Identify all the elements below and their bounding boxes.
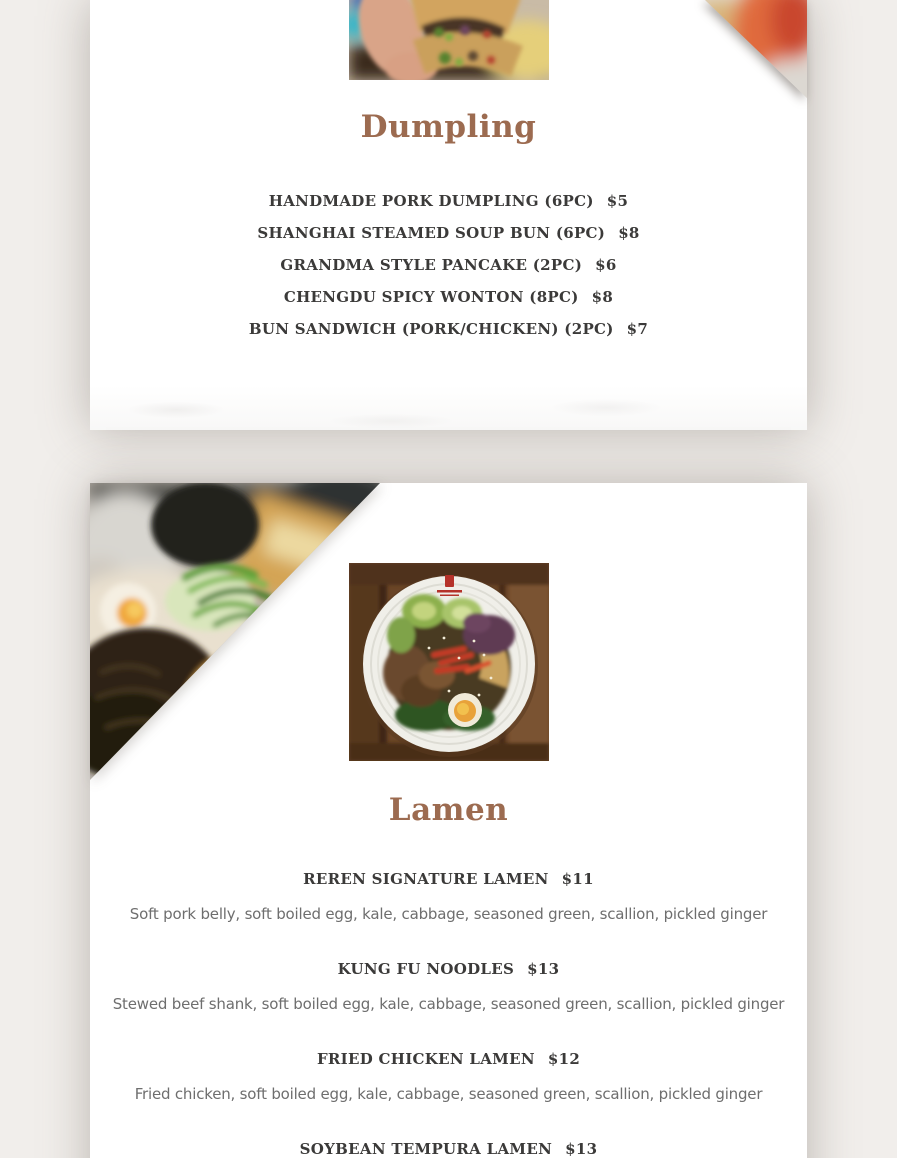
item-price: $13 [565,1140,598,1158]
item-price: $8 [591,288,614,306]
item-price: $12 [547,1050,581,1068]
menu-item [90,870,807,923]
menu-item [90,313,807,345]
menu-section-dumpling [90,0,807,430]
item-name: BUN SANDWICH (PORK/CHICKEN) (2PC) [248,320,614,338]
menu-item [90,249,807,281]
section-title: Dumpling [360,109,537,145]
item-price: $5 [606,192,629,210]
menu-item [90,185,807,217]
lamen-item-list [90,870,807,1158]
item-name: HANDMADE PORK DUMPLING (6PC) [268,192,594,210]
item-description: Fried chicken, soft boiled egg, kale, cabbage, seasoned green, scallion, pickled ginger [134,1085,763,1103]
menu-section-lamen [90,483,807,1158]
item-price: $6 [595,256,617,274]
menu-item [90,281,807,313]
item-name: FRIED CHICKEN LAMEN [316,1050,535,1068]
item-name: KUNG FU NOODLES [337,960,515,978]
stuffed-pancake-photo [349,0,549,80]
ramen-closeup-photo [90,483,380,780]
item-name: SOYBEAN TEMPURA LAMEN [299,1140,553,1158]
menu-item [90,960,807,1013]
item-name: GRANDMA STYLE PANCAKE (2PC) [280,256,583,274]
section-title: Lamen [388,792,509,828]
item-price: $7 [626,320,649,338]
item-name: SHANGHAI STEAMED SOUP BUN (6PC) [257,224,606,242]
item-price: $13 [527,960,560,978]
item-price: $8 [618,224,640,242]
item-description: Soft pork belly, soft boiled egg, kale, cabbage, seasoned green, scallion, pickled ginger [129,905,768,923]
dumpling-item-list [90,185,807,345]
menu-item [90,1140,807,1158]
item-description: Stewed beef shank, soft boiled egg, kale, cabbage, seasoned green, scallion, pickled ginger [112,995,785,1013]
item-price: $11 [561,870,594,888]
menu-item [90,217,807,249]
item-name: CHENGDU SPICY WONTON (8PC) [283,288,579,306]
menu-item [90,1050,807,1103]
item-name: REREN SIGNATURE LAMEN [303,870,549,888]
ramen-bowl-photo [349,563,549,761]
